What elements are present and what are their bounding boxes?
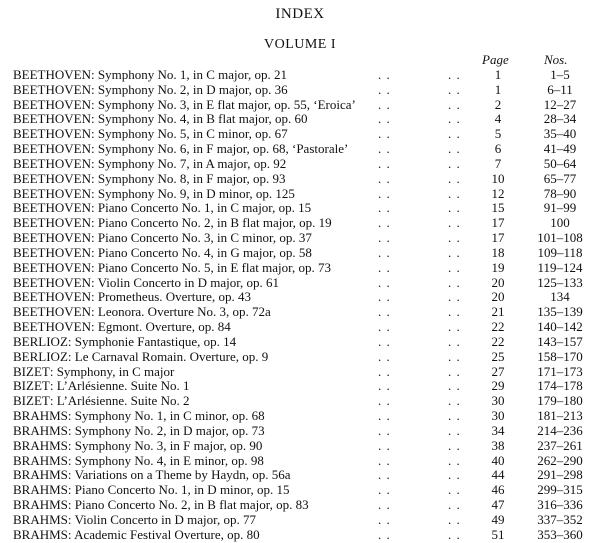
composer-name: BEETHOVEN: [13, 126, 91, 142]
item-numbers: 50–64: [543, 155, 577, 171]
nos-column-header: Nos.: [544, 52, 568, 67]
work-title: Symphony No. 1, in C major, op. 21: [97, 67, 287, 82]
leader-dots: . .: [378, 67, 391, 82]
composer-separator: :: [91, 230, 98, 246]
index-row: [0, 112, 600, 127]
index-row: [0, 83, 600, 98]
composer-name: BEETHOVEN: [13, 155, 91, 171]
composer-name: BERLIOZ: [13, 348, 68, 364]
composer-name: BRAHMS: [13, 511, 68, 527]
leader-dots: . .: [378, 422, 391, 438]
composer-name: BEETHOVEN: [13, 215, 91, 231]
index-row: [0, 68, 600, 83]
item-numbers: 12–27: [543, 96, 577, 112]
leader-dots: . .: [378, 482, 391, 498]
entry-title: [13, 290, 251, 305]
index-row: [0, 468, 600, 483]
item-numbers: 143–157: [537, 333, 583, 349]
composer-name: BEETHOVEN: [13, 170, 91, 186]
composer-separator: :: [91, 200, 98, 216]
work-title: Symphony No. 3, in E flat major, op. 55, ‘Eroica’: [97, 96, 356, 112]
entry-title: [13, 394, 189, 409]
entry-title: [13, 112, 308, 127]
entry-title: [13, 424, 265, 439]
work-title: Le Carnaval Romain. Overture, op. 9: [74, 348, 269, 364]
leader-dots: . .: [448, 274, 461, 290]
item-numbers: 140–142: [537, 319, 583, 335]
index-row: [0, 98, 600, 113]
index-row: [0, 439, 600, 454]
leader-dots: . .: [448, 511, 461, 527]
composer-separator: :: [91, 259, 98, 275]
composer-separator: :: [67, 482, 75, 498]
item-numbers: 125–133: [537, 274, 583, 290]
composer-separator: :: [91, 319, 98, 335]
leader-dots: . .: [448, 111, 461, 127]
leader-dots: . .: [448, 378, 461, 394]
composer-separator: :: [91, 96, 98, 112]
composer-name: BEETHOVEN: [13, 304, 91, 320]
composer-separator: :: [49, 393, 57, 409]
leader-dots: . .: [378, 333, 391, 349]
composer-name: BRAHMS: [13, 482, 68, 498]
leader-dots: . .: [448, 155, 461, 171]
work-title: Symphony No. 6, in F major, op. 68, ‘Pastorale’: [97, 141, 349, 157]
entry-title: [13, 379, 189, 394]
leader-dots: . .: [448, 363, 461, 379]
leader-dots: . .: [448, 482, 461, 498]
index-row: [0, 350, 600, 365]
item-numbers: 135–139: [537, 304, 583, 320]
leader-dots: . .: [378, 259, 391, 275]
item-numbers: 35–40: [543, 126, 577, 142]
leader-dots: . .: [448, 333, 461, 349]
index-row: [0, 157, 600, 172]
item-numbers: 6–11: [547, 81, 573, 97]
work-title: Piano Concerto No. 1, in C major, op. 15: [97, 200, 312, 216]
item-numbers: 1–5: [550, 67, 570, 82]
page-number: 22: [491, 333, 505, 349]
entry-title: [13, 305, 271, 320]
composer-name: BEETHOVEN: [13, 259, 91, 275]
item-numbers: 65–77: [543, 170, 577, 186]
leader-dots: . .: [378, 81, 391, 97]
work-title: Piano Concerto No. 4, in G major, op. 58: [97, 244, 312, 260]
work-title: Egmont. Overture, op. 84: [97, 319, 231, 335]
index-row: [0, 454, 600, 469]
page-number: 47: [491, 497, 505, 513]
page-number: 20: [491, 289, 505, 305]
entry-title: [13, 142, 348, 157]
index-row: [0, 187, 600, 202]
item-numbers: 100: [550, 215, 570, 231]
page-number: 30: [491, 393, 505, 409]
work-title: Symphony No. 2, in D major, op. 36: [97, 81, 288, 97]
work-title: L’Arlésienne. Suite No. 2: [56, 393, 190, 409]
leader-dots: . .: [378, 393, 391, 409]
leader-dots: . .: [448, 200, 461, 216]
composer-separator: :: [67, 467, 75, 483]
item-numbers: 158–170: [537, 348, 583, 364]
composer-name: BRAHMS: [13, 452, 68, 468]
composer-separator: :: [49, 378, 57, 394]
page-number: 17: [491, 215, 505, 231]
page-number: 7: [494, 155, 502, 171]
entry-title: [13, 350, 268, 365]
entry-title: [13, 365, 174, 380]
composer-name: BEETHOVEN: [13, 141, 91, 157]
composer-separator: :: [91, 244, 98, 260]
index-row: [0, 290, 600, 305]
page-number: 51: [491, 526, 505, 542]
entry-title: [13, 98, 356, 113]
entry-title: [13, 231, 312, 246]
composer-separator: :: [91, 215, 98, 231]
composer-separator: :: [91, 111, 98, 127]
item-numbers: 109–118: [537, 244, 583, 260]
index-row: [0, 483, 600, 498]
composer-separator: :: [91, 67, 98, 82]
leader-dots: . .: [378, 437, 391, 453]
leader-dots: . .: [448, 96, 461, 112]
index-row: [0, 305, 600, 320]
page-number: 15: [491, 200, 505, 216]
composer-separator: :: [67, 497, 75, 513]
entry-title: [13, 409, 265, 424]
leader-dots: . .: [448, 126, 461, 142]
entry-title: [13, 468, 291, 483]
page-number: 2: [494, 96, 502, 112]
composer-name: BEETHOVEN: [13, 319, 91, 335]
work-title: Violin Concerto in D major, op. 77: [74, 511, 256, 527]
composer-separator: :: [67, 437, 75, 453]
leader-dots: . .: [378, 185, 391, 201]
leader-dots: . .: [448, 467, 461, 483]
leader-dots: . .: [378, 274, 391, 290]
index-row: [0, 142, 600, 157]
index-row: [0, 201, 600, 216]
page-number: 46: [491, 482, 505, 498]
leader-dots: . .: [378, 244, 391, 260]
composer-separator: :: [91, 126, 98, 142]
work-title: Variations on a Theme by Haydn, op. 56a: [74, 467, 291, 483]
page-number: 49: [491, 511, 505, 527]
leader-dots: . .: [448, 452, 461, 468]
item-numbers: 181–213: [537, 408, 583, 424]
composer-name: BEETHOVEN: [13, 96, 91, 112]
composer-separator: :: [91, 304, 98, 320]
leader-dots: . .: [448, 497, 461, 513]
entry-title: [13, 335, 236, 350]
work-title: Symphonie Fantastique, op. 14: [74, 333, 237, 349]
item-numbers: 134: [550, 289, 570, 305]
composer-separator: :: [91, 170, 98, 186]
entry-title: [13, 246, 312, 261]
item-numbers: 299–315: [537, 482, 583, 498]
item-numbers: 174–178: [537, 378, 583, 394]
composer-separator: :: [91, 141, 98, 157]
leader-dots: . .: [448, 437, 461, 453]
leader-dots: . .: [378, 111, 391, 127]
leader-dots: . .: [378, 363, 391, 379]
leader-dots: . .: [448, 170, 461, 186]
composer-separator: :: [67, 511, 75, 527]
entry-title: [13, 201, 311, 216]
page-number: 29: [491, 378, 505, 394]
leader-dots: . .: [448, 67, 461, 82]
leader-dots: . .: [378, 304, 391, 320]
index-row: [0, 127, 600, 142]
item-numbers: 179–180: [537, 393, 583, 409]
index-entries: [0, 68, 600, 543]
page-number: 1: [494, 81, 502, 97]
index-row: [0, 261, 600, 276]
entry-title: [13, 127, 288, 142]
volume-heading: VOLUME I: [263, 37, 337, 52]
leader-dots: . .: [378, 289, 391, 305]
leader-dots: . .: [378, 155, 391, 171]
page-number: 6: [494, 141, 502, 157]
composer-name: BIZET: [13, 363, 50, 379]
index-row: [0, 216, 600, 231]
entry-title: [13, 172, 286, 187]
item-numbers: 119–124: [537, 259, 583, 275]
leader-dots: . .: [448, 408, 461, 424]
composer-name: BRAHMS: [13, 497, 68, 513]
composer-name: BIZET: [13, 393, 50, 409]
index-row: [0, 172, 600, 187]
work-title: Leonora. Overture No. 3, op. 72a: [97, 304, 271, 320]
leader-dots: . .: [378, 170, 391, 186]
page-number: 30: [491, 408, 505, 424]
page-number: 34: [491, 422, 505, 438]
index-row: [0, 409, 600, 424]
leader-dots: . .: [378, 319, 391, 335]
work-title: Symphony No. 2, in D major, op. 73: [74, 422, 265, 438]
item-numbers: 41–49: [543, 141, 577, 157]
item-numbers: 28–34: [543, 111, 577, 127]
entry-title: [13, 83, 288, 98]
entry-title: [13, 68, 287, 83]
page-number: 25: [491, 348, 505, 364]
page-number: 27: [491, 363, 505, 379]
composer-name: BEETHOVEN: [13, 111, 91, 127]
composer-separator: :: [91, 274, 98, 290]
leader-dots: . .: [378, 200, 391, 216]
entry-title: [13, 216, 332, 231]
index-row: [0, 231, 600, 246]
item-numbers: 316–336: [537, 497, 583, 513]
composer-separator: :: [67, 333, 75, 349]
entry-title: [13, 276, 279, 291]
composer-name: BEETHOVEN: [13, 244, 91, 260]
composer-name: BEETHOVEN: [13, 200, 91, 216]
composer-separator: :: [67, 408, 75, 424]
composer-name: BEETHOVEN: [13, 67, 91, 82]
index-title: INDEX: [275, 6, 325, 22]
page-number: 1: [494, 67, 502, 82]
entry-title: [13, 261, 331, 276]
leader-dots: . .: [448, 422, 461, 438]
composer-separator: :: [67, 422, 75, 438]
composer-name: BEETHOVEN: [13, 274, 91, 290]
work-title: Symphony No. 3, in F major, op. 90: [74, 437, 263, 453]
work-title: Symphony No. 8, in F major, op. 93: [97, 170, 286, 186]
index-row: [0, 246, 600, 261]
entry-title: [13, 439, 262, 454]
entry-title: [13, 187, 295, 202]
leader-dots: . .: [448, 259, 461, 275]
page-column-header: Page: [482, 52, 509, 67]
composer-separator: :: [91, 185, 98, 201]
item-numbers: 78–90: [543, 185, 577, 201]
leader-dots: . .: [378, 497, 391, 513]
leader-dots: . .: [448, 319, 461, 335]
index-row: [0, 498, 600, 513]
work-title: Piano Concerto No. 5, in E flat major, op. 73: [97, 259, 331, 275]
leader-dots: . .: [378, 126, 391, 142]
composer-separator: :: [67, 348, 75, 364]
work-title: Piano Concerto No. 1, in D minor, op. 15: [74, 482, 290, 498]
item-numbers: 91–99: [543, 200, 577, 216]
item-numbers: 262–290: [537, 452, 583, 468]
composer-name: BRAHMS: [13, 467, 68, 483]
leader-dots: . .: [378, 230, 391, 246]
composer-name: BEETHOVEN: [13, 185, 91, 201]
leader-dots: . .: [448, 230, 461, 246]
work-title: Symphony No. 4, in B flat major, op. 60: [97, 111, 308, 127]
work-title: Symphony No. 4, in E minor, op. 98: [74, 452, 264, 468]
leader-dots: . .: [378, 511, 391, 527]
composer-separator: :: [91, 81, 98, 97]
leader-dots: . .: [448, 81, 461, 97]
index-row: [0, 394, 600, 409]
entry-title: [13, 513, 256, 528]
leader-dots: . .: [448, 526, 461, 542]
item-numbers: 291–298: [537, 467, 583, 483]
leader-dots: . .: [378, 467, 391, 483]
leader-dots: . .: [378, 378, 391, 394]
leader-dots: . .: [448, 244, 461, 260]
leader-dots: . .: [448, 185, 461, 201]
item-numbers: 101–108: [537, 230, 583, 246]
composer-name: BRAHMS: [13, 408, 68, 424]
leader-dots: . .: [378, 408, 391, 424]
work-title: Piano Concerto No. 2, in B flat major, op. 19: [97, 215, 332, 231]
page-number: 18: [491, 244, 505, 260]
page-number: 4: [494, 111, 502, 127]
leader-dots: . .: [448, 348, 461, 364]
composer-name: BRAHMS: [13, 437, 68, 453]
index-row: [0, 379, 600, 394]
composer-separator: :: [49, 363, 57, 379]
leader-dots: . .: [378, 348, 391, 364]
item-numbers: 237–261: [537, 437, 583, 453]
leader-dots: . .: [448, 215, 461, 231]
composer-name: BRAHMS: [13, 422, 68, 438]
index-row: [0, 276, 600, 291]
composer-separator: :: [67, 526, 75, 542]
page-number: 20: [491, 274, 505, 290]
item-numbers: 171–173: [537, 363, 583, 379]
leader-dots: . .: [448, 141, 461, 157]
entry-title: [13, 157, 286, 172]
work-title: Symphony No. 7, in A major, op. 92: [97, 155, 287, 171]
index-row: [0, 424, 600, 439]
composer-name: BRAHMS: [13, 526, 68, 542]
page-number: 5: [494, 126, 502, 142]
composer-name: BEETHOVEN: [13, 230, 91, 246]
entry-title: [13, 483, 289, 498]
composer-separator: :: [91, 155, 98, 171]
leader-dots: . .: [378, 141, 391, 157]
page-number: 17: [491, 230, 505, 246]
index-row: [0, 320, 600, 335]
page-number: 19: [491, 259, 505, 275]
composer-separator: :: [91, 289, 98, 305]
leader-dots: . .: [378, 215, 391, 231]
item-numbers: 214–236: [537, 422, 583, 438]
entry-title: [13, 454, 264, 469]
work-title: Academic Festival Overture, op. 80: [74, 526, 260, 542]
work-title: Symphony No. 5, in C minor, op. 67: [97, 126, 288, 142]
work-title: L’Arlésienne. Suite No. 1: [56, 378, 190, 394]
leader-dots: . .: [378, 452, 391, 468]
page-number: 21: [491, 304, 505, 320]
page-number: 22: [491, 319, 505, 335]
work-title: Piano Concerto No. 3, in C minor, op. 37: [97, 230, 312, 246]
leader-dots: . .: [378, 526, 391, 542]
leader-dots: . .: [378, 96, 391, 112]
composer-separator: :: [67, 452, 75, 468]
page-number: 10: [491, 170, 505, 186]
index-row: [0, 335, 600, 350]
item-numbers: 337–352: [537, 511, 583, 527]
work-title: Symphony No. 1, in C minor, op. 68: [74, 408, 265, 424]
page-number: 44: [491, 467, 505, 483]
index-row: [0, 365, 600, 380]
leader-dots: . .: [448, 393, 461, 409]
entry-title: [13, 498, 309, 513]
work-title: Violin Concerto in D major, op. 61: [97, 274, 280, 290]
composer-name: BEETHOVEN: [13, 81, 91, 97]
page-number: 38: [491, 437, 505, 453]
leader-dots: . .: [448, 304, 461, 320]
work-title: Piano Concerto No. 2, in B flat major, op. 83: [74, 497, 309, 513]
work-title: Symphony No. 9, in D minor, op. 125: [97, 185, 295, 201]
leader-dots: . .: [448, 289, 461, 305]
composer-name: BEETHOVEN: [13, 289, 91, 305]
page-number: 12: [491, 185, 505, 201]
index-row: [0, 513, 600, 528]
item-numbers: 353–360: [537, 526, 583, 542]
page-number: 40: [491, 452, 505, 468]
work-title: Symphony, in C major: [56, 363, 175, 379]
entry-title: [13, 320, 231, 335]
composer-name: BIZET: [13, 378, 50, 394]
composer-name: BERLIOZ: [13, 333, 68, 349]
work-title: Prometheus. Overture, op. 43: [97, 289, 251, 305]
